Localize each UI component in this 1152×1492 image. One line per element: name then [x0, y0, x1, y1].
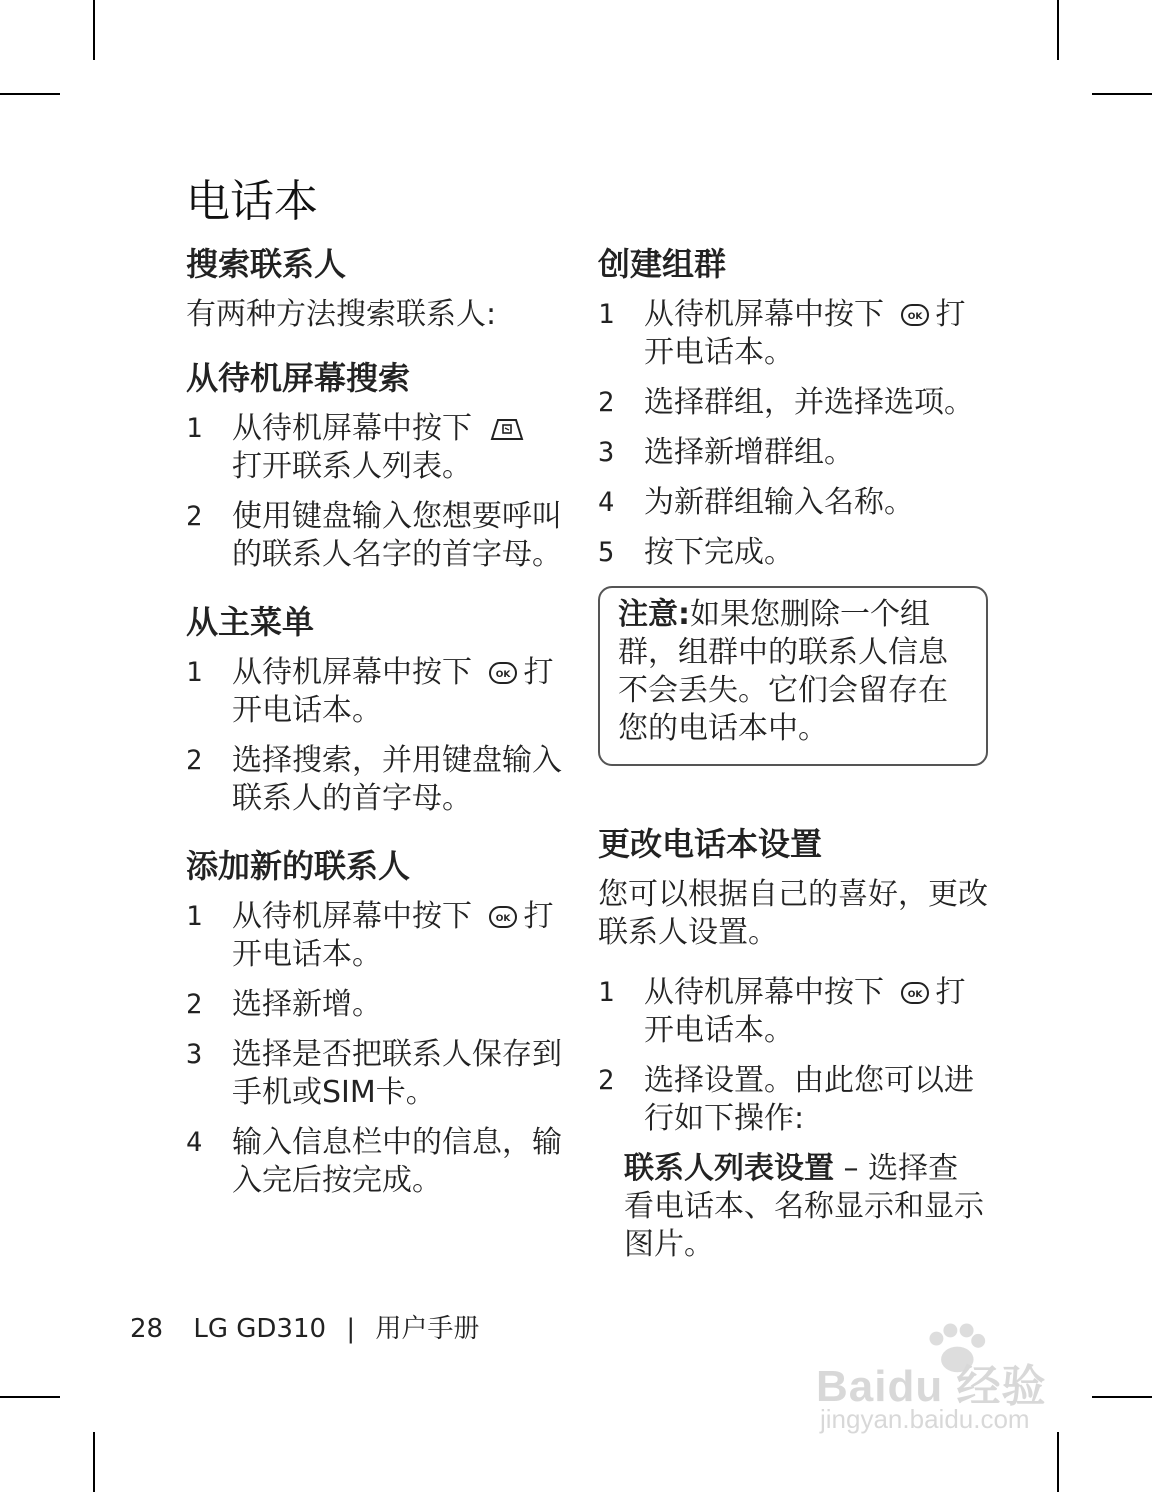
step-text-part: 从待机屏幕中按下: [232, 411, 472, 446]
page-number: 28: [130, 1314, 164, 1344]
step-text: [644, 974, 988, 1050]
model-name: LG GD310: [193, 1314, 327, 1344]
step-text-part: 打开电话本。: [644, 297, 966, 370]
step-list: [186, 898, 566, 1200]
section-intro: 有两种方法搜索联系人:: [186, 297, 497, 332]
step-item: [186, 1124, 566, 1200]
section-heading: 从主菜单: [186, 603, 315, 641]
step-number: 3: [186, 1039, 203, 1070]
section-heading: 从待机屏幕搜索: [186, 359, 411, 397]
step-item: [186, 1036, 566, 1112]
step-text: [232, 654, 566, 730]
step-text-part: 从待机屏幕中按下: [232, 655, 472, 690]
svg-text:OK: OK: [907, 312, 922, 322]
step-list: [598, 296, 988, 572]
step-text-part: 打开电话本。: [644, 975, 966, 1048]
baidu-watermark: [812, 1320, 1082, 1450]
step-number: 1: [186, 657, 203, 688]
step-number: 4: [186, 1127, 203, 1158]
step-item: [186, 986, 566, 1024]
settings-option-label: 联系人列表设置: [624, 1151, 834, 1186]
crop-mark: [93, 0, 95, 60]
step-item: [598, 434, 988, 472]
step-number: 2: [186, 745, 203, 776]
step-text-part: 从待机屏幕中按下: [644, 297, 884, 332]
crop-mark: [0, 1396, 60, 1398]
section-heading: 搜索联系人: [186, 245, 347, 283]
step-number: 3: [598, 437, 615, 468]
note-text: 如果您删除一个组群，组群中的联系人信息不会丢失。它们会留存在您的电话本中。: [618, 597, 948, 746]
section-heading: 更改电话本设置: [598, 825, 823, 863]
settings-option-text: – 选择查看电话本、名称显示和显示图片。: [624, 1151, 984, 1262]
step-list: [186, 654, 566, 818]
step-text: 选择群组，并选择选项。: [644, 385, 974, 420]
step-text: 选择是否把联系人保存到手机或SIM卡。: [232, 1037, 562, 1110]
step-text: [644, 296, 988, 372]
step-number: 2: [598, 1065, 615, 1096]
step-text-part: 打开联系人列表。: [232, 449, 472, 484]
step-number: 1: [598, 299, 615, 330]
ok-key-icon: [488, 661, 518, 685]
svg-text:OK: OK: [907, 990, 922, 1000]
ok-key-icon: [488, 905, 518, 929]
settings-option: [624, 1150, 988, 1264]
step-item: [598, 296, 988, 372]
step-text: 选择新增群组。: [644, 435, 854, 470]
right-column: [598, 242, 988, 1264]
step-text: [232, 898, 566, 974]
contacts-softkey-icon: [488, 417, 524, 441]
left-column: [186, 242, 566, 1226]
step-number: 1: [598, 977, 615, 1008]
ok-key-icon: [900, 981, 930, 1005]
step-text-part: 打开电话本。: [232, 655, 554, 728]
step-item: [186, 898, 566, 974]
note-label: 注意:: [618, 597, 690, 632]
crop-mark: [0, 93, 60, 95]
note-box: [598, 586, 988, 766]
step-item: [186, 742, 566, 818]
step-item: [598, 384, 988, 422]
step-number: 1: [186, 901, 203, 932]
step-text: 选择新增。: [232, 987, 382, 1022]
step-item: [598, 484, 988, 522]
section-heading: 添加新的联系人: [186, 847, 411, 885]
step-text: 使用键盘输入您想要呼叫的联系人名字的首字母。: [232, 499, 562, 572]
step-number: 2: [598, 387, 615, 418]
watermark-brand: Baidu 经验: [816, 1362, 1047, 1411]
step-item: [598, 534, 988, 572]
step-text: 按下完成。: [644, 535, 794, 570]
step-list: [186, 410, 566, 574]
step-text: 选择设置。由此您可以进行如下操作:: [644, 1063, 974, 1136]
step-text-part: 从待机屏幕中按下: [644, 975, 884, 1010]
step-number: 2: [186, 989, 203, 1020]
crop-mark: [1057, 0, 1059, 60]
section-intro: 您可以根据自己的喜好，更改联系人设置。: [598, 877, 988, 950]
crop-mark: [1092, 1396, 1152, 1398]
ok-key-icon: [900, 303, 930, 327]
step-text-part: 从待机屏幕中按下: [232, 899, 472, 934]
step-item: [186, 654, 566, 730]
page-footer: [130, 1312, 479, 1346]
step-item: [598, 1062, 988, 1138]
step-text-part: 打开电话本。: [232, 899, 554, 972]
crop-mark: [1092, 93, 1152, 95]
step-number: 4: [598, 487, 615, 518]
svg-text:OK: OK: [495, 914, 510, 924]
manual-title: 用户手册: [375, 1314, 480, 1344]
crop-mark: [93, 1432, 95, 1492]
step-number: 2: [186, 501, 203, 532]
section-heading: 创建组群: [598, 245, 727, 283]
step-list: [598, 974, 988, 1138]
watermark-url: jingyan.baidu.com: [820, 1404, 1030, 1434]
step-text: 选择搜索，并用键盘输入联系人的首字母。: [232, 743, 562, 816]
step-item: [186, 410, 566, 486]
step-item: [598, 974, 988, 1050]
step-item: [186, 498, 566, 574]
step-number: 5: [598, 537, 615, 568]
svg-text:OK: OK: [495, 670, 510, 680]
step-text: [232, 410, 566, 486]
step-text: 输入信息栏中的信息，输入完后按完成。: [232, 1125, 562, 1198]
step-text: 为新群组输入名称。: [644, 485, 914, 520]
footer-separator: |: [346, 1314, 356, 1344]
step-number: 1: [186, 413, 203, 444]
page-title: 电话本: [186, 176, 318, 227]
